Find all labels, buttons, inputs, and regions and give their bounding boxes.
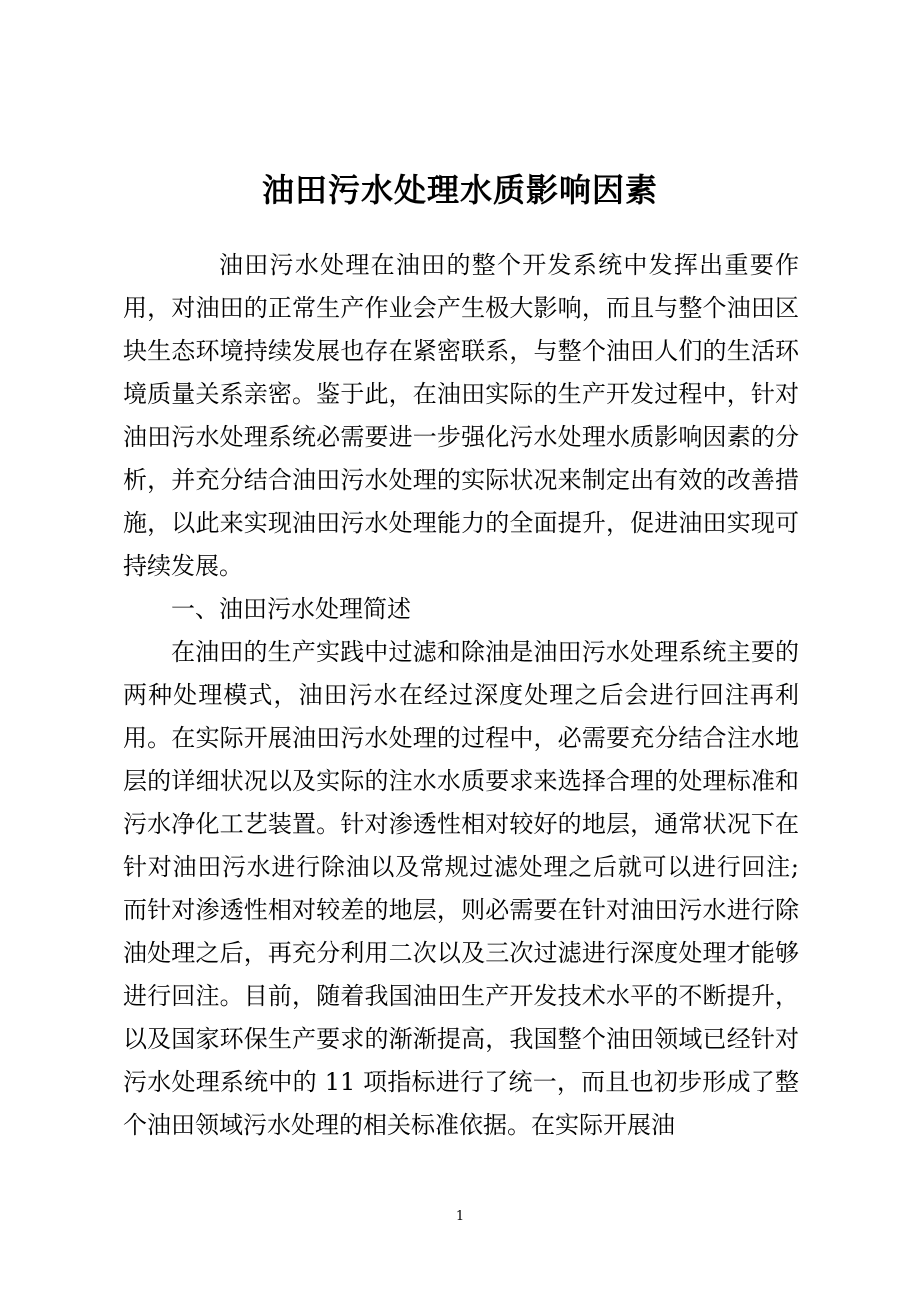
document-title: 油田污水处理水质影响因素 [261, 171, 658, 209]
section-heading: 一、油田污水处理简述 [171, 595, 411, 623]
document-body [123, 244, 799, 1147]
intro-paragraph: 油田污水处理在油田的整个开发系统中发挥出重要作用，对油田的正常生产作业会产生极大影响，而且与整个油田区块生态环境持续发展也存在紧密联系，与整个油田人们的生活环境质量关系亲密。鉴于此，在油田实际的生产开发过程中，针对油田污水处理系统必需要进一步强化污水处理水质影响因素的分析，并充分结合油田污水处理的实际状况来制定出有效的改善措施，以此来实现油田污水处理能力的全面提升，促进油田实现可持续发展。 [123, 251, 799, 580]
page-number: 1 [455, 1209, 465, 1224]
section-paragraph: 在油田的生产实践中过滤和除油是油田污水处理系统主要的两种处理模式，油田污水在经过深度处理之后会进行回注再利用。在实际开展油田污水处理的过程中，必需要充分结合注水地层的详细状况以及实际的注水水质要求来选择合理的处理标准和污水净化工艺装置。针对渗透性相对较好的地层，通常状况下在针对油田污水进行除油以及常规过滤处理之后就可以进行回注;而针对渗透性相对较差的地层，则必需要在针对油田污水进行除油处理之后，再充分利用二次以及三次过滤进行深度处理才能够进行回注。目前，随着我国油田生产开发技术水平的不断提升，以及国家环保生产要求的渐渐提高，我国整个油田领域已经针对污水处理系统中的 11 项指标进行了统一，而且也初步形成了整个油田领域污水处理的相关标准依据。在实际开展油 [123, 638, 799, 1139]
